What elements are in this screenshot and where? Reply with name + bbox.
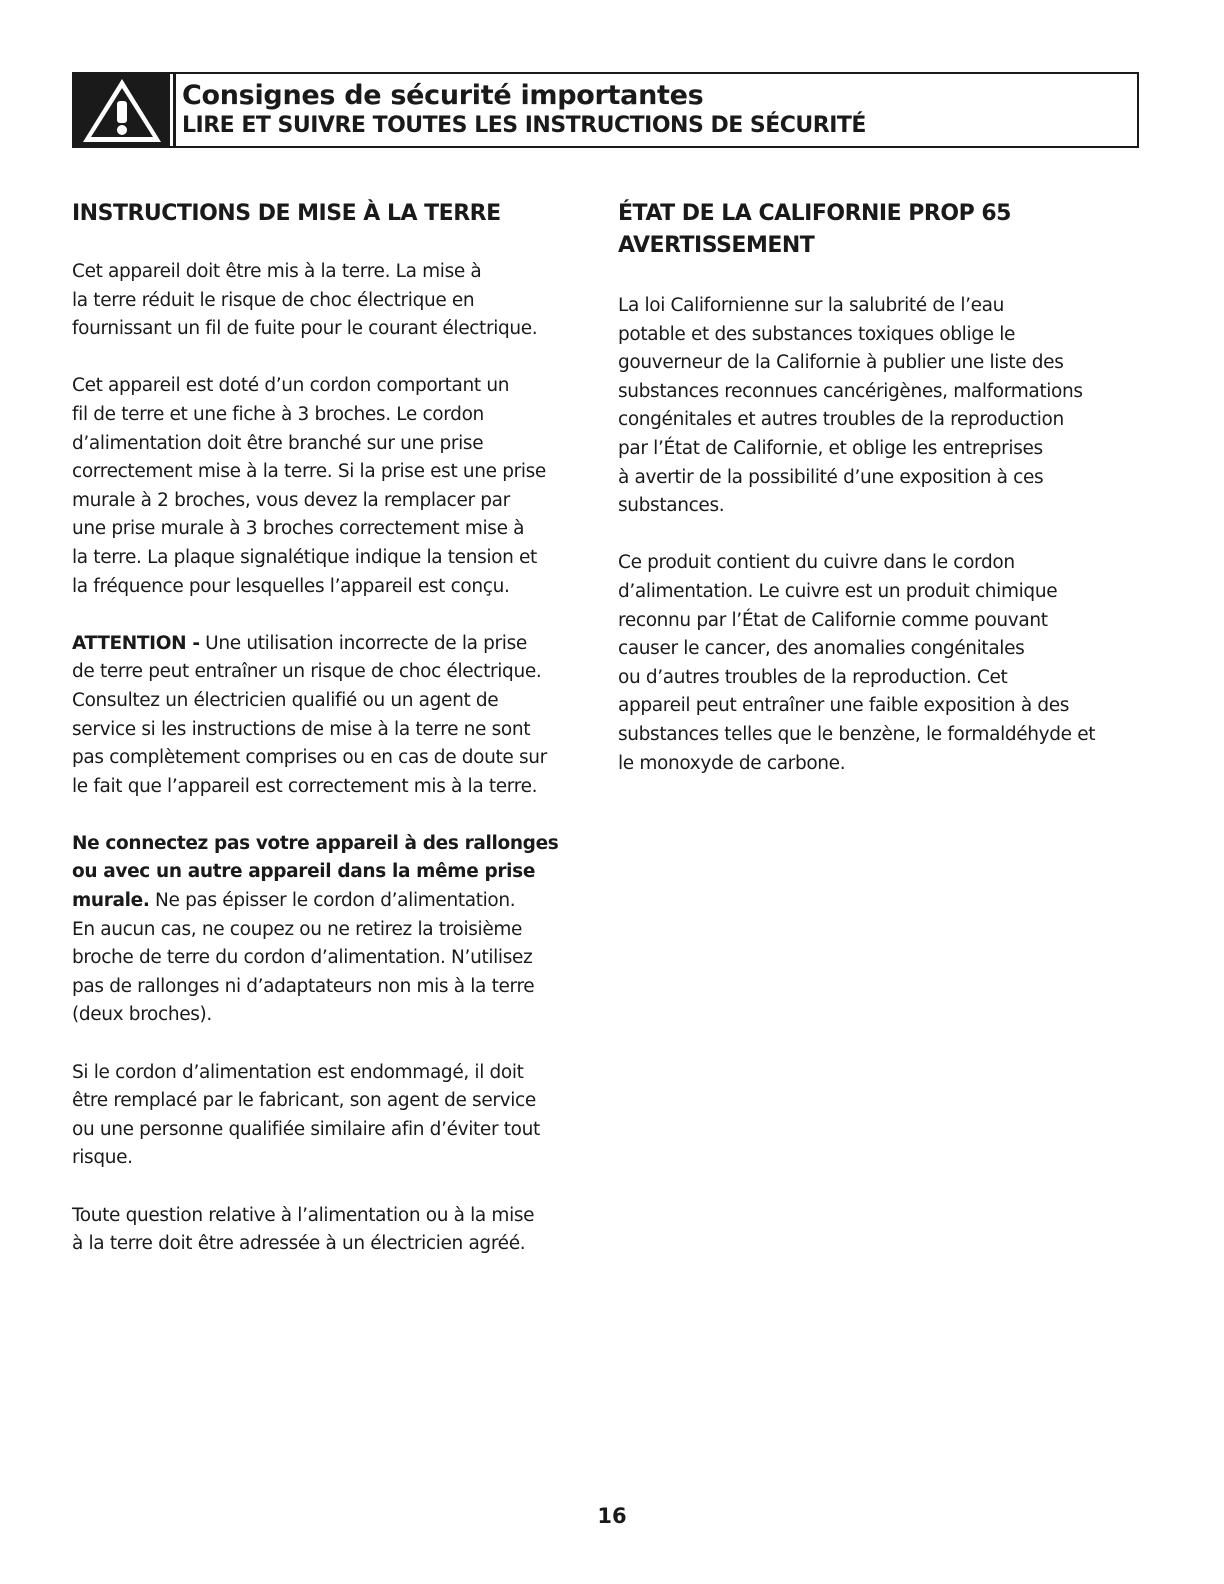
- extension-cord-warning: Ne connectez pas votre appareil à des rallonges ou avec un autre appareil dans la même prise murale.: [72, 832, 559, 912]
- grounding-heading: INSTRUCTIONS DE MISE À LA TERRE: [72, 201, 501, 226]
- prop65-heading-line1: ÉTAT DE LA CALIFORNIE PROP 65: [618, 201, 1011, 226]
- damaged-cord-paragraph: Si le cordon d’alimentation est endommagé, il doit être remplacé par le fabricant, son agent de service ou une personne qualifiée similaire afin d’éviter tout risque.: [72, 1061, 540, 1169]
- header-text: [176, 74, 866, 146]
- attention-label: ATTENTION -: [72, 632, 200, 654]
- safety-header: [72, 72, 1139, 148]
- extension-cord-paragraph: [72, 830, 594, 1030]
- prop65-column: [618, 198, 1146, 778]
- header-subtitle: LIRE ET SUIVRE TOUTES LES INSTRUCTIONS DE SÉCURITÉ: [182, 113, 866, 138]
- grounding-instructions-column: [72, 198, 594, 1259]
- prop65-paragraph-2: Ce produit contient du cuivre dans le cordon d’alimentation. Le cuivre est un produit chimique reconnu par l’État de Californie comme pouvant causer le cancer, des anomalies congénitales ou d’autres troubles de la reproduction. Cet appareil peut entraîner une faible exposition à des substances telles que le benzène, le formaldéhyde et le monoxyde de carbone.: [618, 552, 1096, 774]
- grounding-paragraph-2: Cet appareil est doté d’un cordon comportant un fil de terre et une fiche à 3 broches. Le cordon d’alimentation doit être branché sur une prise correctement mise à la terre. Si la prise est une prise murale à 2 broches, vous devez la remplacer par une prise murale à 3 broches correctement mise à la terre. La plaque signalétique indique la tension et la fréquence pour lesquelles l’appareil est conçu.: [72, 375, 546, 597]
- attention-paragraph: [72, 630, 594, 802]
- electrician-paragraph: Toute question relative à l’alimentation ou à la mise à la terre doit être adressée à un électricien agréé.: [72, 1204, 535, 1255]
- page-number: 16: [597, 1504, 627, 1528]
- extension-cord-text: Ne pas épisser le cordon d’alimentation. En aucun cas, ne coupez ou ne retirez la troisième broche de terre du cordon d’alimentation. N’utilisez pas de rallonges ni d’adaptateurs non mis à la terre (deux broches).: [72, 890, 535, 1026]
- prop65-heading: [618, 198, 1146, 262]
- attention-text: Une utilisation incorrecte de la prise de terre peut entraîner un risque de choc électrique. Consultez un électricien qualifié ou un agent de service si les instructions de mise à la terre ne sont pas complètement comprises ou en cas de doute sur le fait que l’appareil est correctement mis à la terre.: [72, 632, 547, 797]
- header-title: Consignes de sécurité importantes: [182, 80, 704, 111]
- prop65-heading-line2: AVERTISSEMENT: [618, 233, 815, 258]
- warning-triangle-icon: [74, 74, 170, 146]
- prop65-paragraph-1: La loi Californienne sur la salubrité de l’eau potable et des substances toxiques oblige le gouverneur de la Californie à publier une liste des substances reconnues cancérigènes, malformations congénitales et autres troubles de la reproduction par l’État de Californie, et oblige les entreprises à avertir de la possibilité d’une exposition à ces substances.: [618, 295, 1083, 517]
- grounding-paragraph-1: Cet appareil doit être mis à la terre. La mise à la terre réduit le risque de choc électrique en fournissant un fil de fuite pour le courant électrique.: [72, 261, 538, 340]
